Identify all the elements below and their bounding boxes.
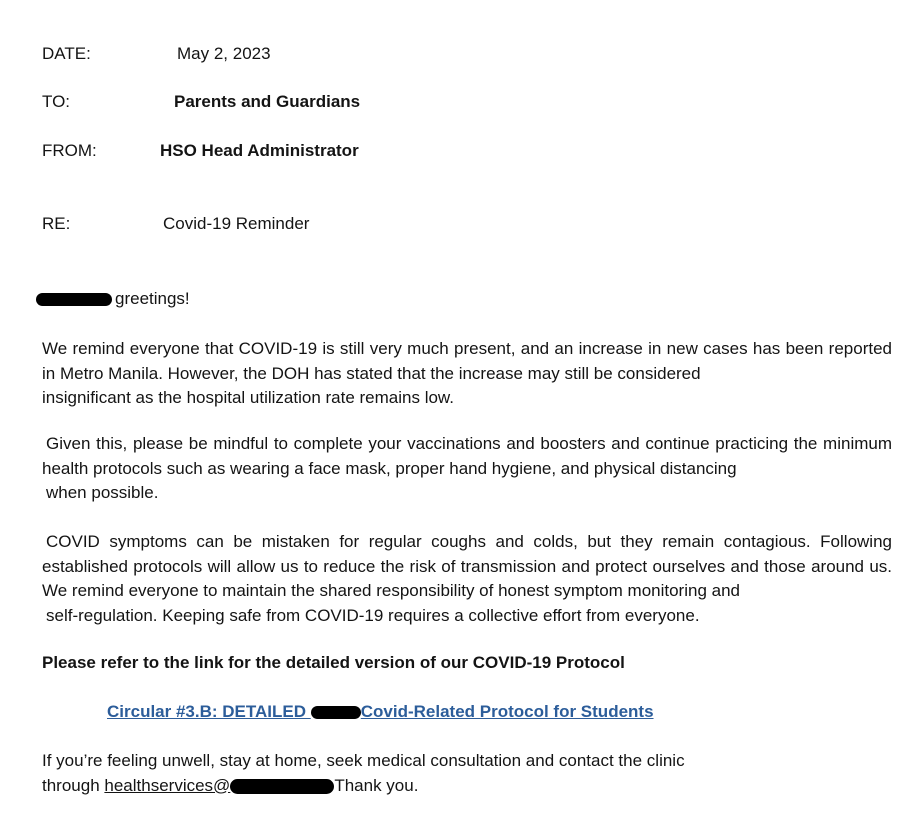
re-label: RE: [42,214,71,233]
from-label: FROM: [42,141,97,160]
closing-line-2: through healthservices@ Thank you. [42,775,419,795]
redaction-mark [36,293,112,306]
refer-heading: Please refer to the link for the detailed version of our COVID-19 Protocol [42,653,625,672]
circular-protocol-link[interactable]: Circular #3.B: DETAILED Covid-Related Protocol for Students [107,702,654,721]
closing-line-1: If you’re feeling unwell, stay at home, seek medical consultation and contact the clinic [42,751,685,770]
re-value: Covid-19 Reminder [163,214,310,233]
date-label: DATE: [42,44,91,63]
to-value: Parents and Guardians [174,92,361,111]
date-value: May 2, 2023 [177,44,271,63]
greeting-text: greetings! [115,289,190,308]
redaction-mark [311,706,361,719]
closing-paragraph [42,749,685,798]
paragraph-vaccination: Given this, please be mindful to complete your vaccinations and boosters and continue practicing the minimum health protocols such as wearing a face mask, proper hand hygiene, and physical distancing when possible. [42,434,892,502]
to-label: TO: [42,92,71,111]
paragraph-symptoms: COVID symptoms can be mistaken for regular coughs and colds, but they remain contagious. Following established protocols will allow us to reduce the risk of transmission and protect ourselves and those around us. We remind everyone to maintain the shared responsibility of honest symptom monitoring and self-regulation. Keeping safe from COVID-19 requires a collective effort from everyone. [42,532,892,625]
clinic-email-link[interactable]: healthservices@ [104,776,334,795]
redaction-mark [230,779,334,794]
from-value: HSO Head Administrator [160,141,359,160]
paragraph-covid-status: We remind everyone that COVID-19 is still very much present, and an increase in new cases has been reported in Metro Manila. However, the DOH has stated that the increase may still be considered insignificant as the hospital utilization rate remains low. [42,339,892,407]
greeting-line [36,287,190,311]
